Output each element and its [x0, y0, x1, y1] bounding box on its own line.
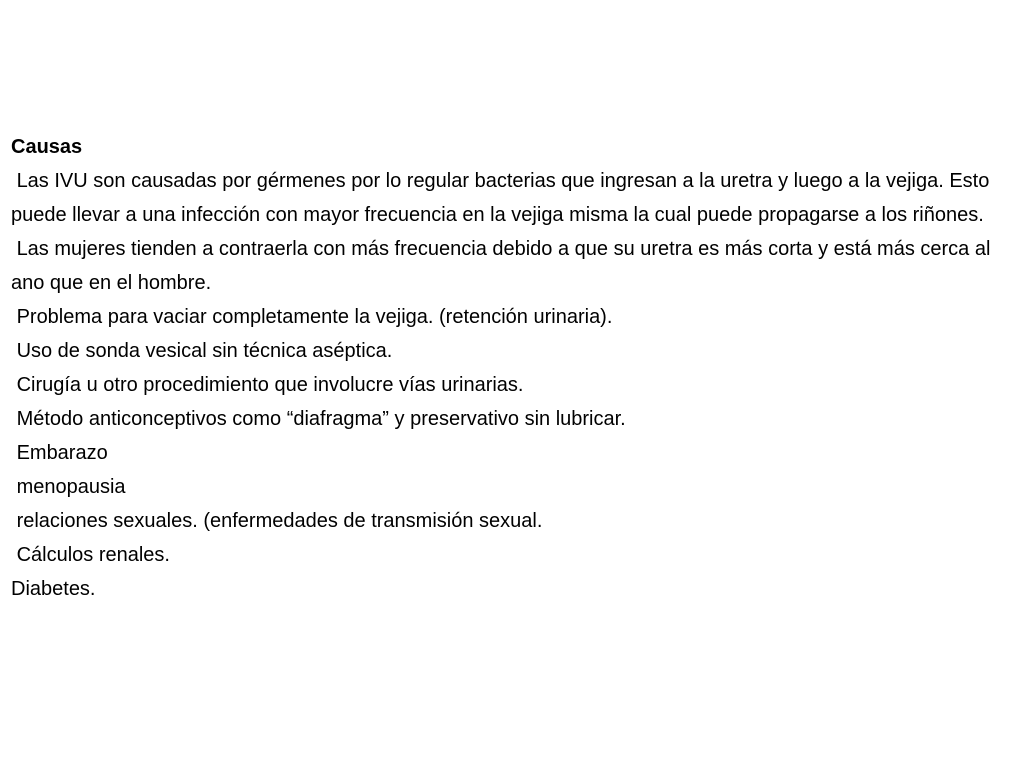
paragraph-urinary-retention: Problema para vaciar completamente la vejiga. (retención urinaria). — [11, 306, 613, 328]
paragraph-catheter: Uso de sonda vesical sin técnica aséptica. — [11, 340, 393, 362]
paragraph-surgery: Cirugía u otro procedimiento que involucre vías urinarias. — [11, 374, 524, 396]
paragraph-women-risk: Las mujeres tienden a contraerla con más frecuencia debido a que su uretra es más corta y está más cerca al ano que en el hombre. — [11, 238, 996, 294]
paragraph-ivu-cause: Las IVU son causadas por gérmenes por lo regular bacterias que ingresan a la uretra y luego a la vejiga. Esto puede llevar a una infección con mayor frecuencia en la vejiga misma la cual puede propagarse a los riñones. — [11, 170, 995, 226]
paragraph-diabetes: Diabetes. — [11, 578, 96, 600]
slide-content — [11, 130, 1016, 606]
slide-heading: Causas — [11, 136, 83, 158]
paragraph-contraceptives: Método anticonceptivos como “diafragma” y preservativo sin lubricar. — [11, 408, 626, 430]
paragraph-sexual-relations: relaciones sexuales. (enfermedades de transmisión sexual. — [11, 510, 543, 532]
paragraph-menopause: menopausia — [11, 476, 126, 498]
paragraph-kidney-stones: Cálculos renales. — [11, 544, 170, 566]
paragraph-pregnancy: Embarazo — [11, 442, 108, 464]
